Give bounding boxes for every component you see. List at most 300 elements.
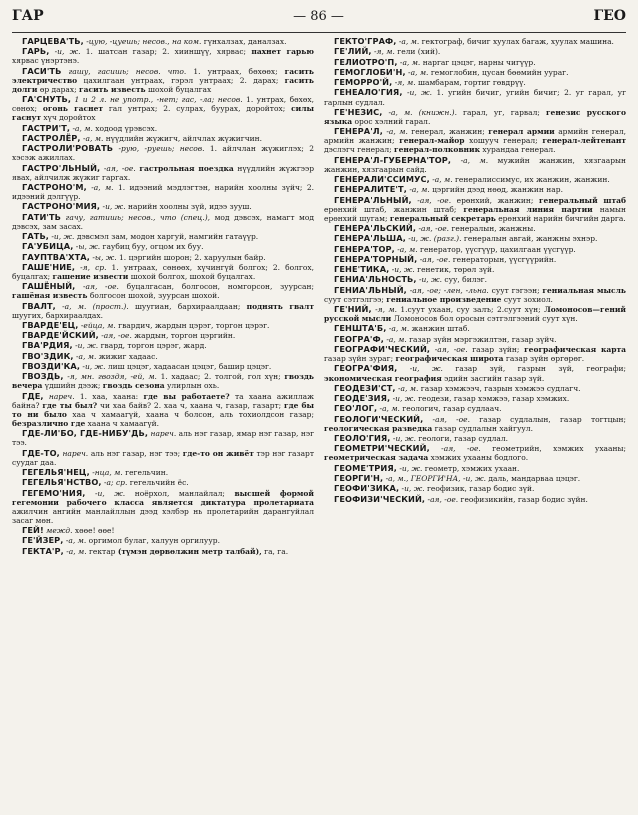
example-phrase: где ты был? <box>42 400 98 410</box>
grammar-note: -а, м. <box>63 536 87 546</box>
dictionary-entry <box>12 202 314 211</box>
headword: ГВАРДЕ'ЙСКИЙ, <box>22 330 99 341</box>
running-head <box>12 8 626 33</box>
guide-word-left: ГАР <box>12 8 44 24</box>
grammar-note: -а, м. <box>397 57 421 67</box>
translation: ерөнхий нарийн бичгийн дарга. <box>495 213 626 223</box>
translation: газар зүйн мэргэжилтэн, газар зүйч. <box>406 334 557 344</box>
example-phrase: Ломоносов—гений русской мысли <box>324 305 626 324</box>
grammar-note: -ая, -ое; -лен, -льна. <box>406 285 489 295</box>
translation: гарал, уг, гарвал; <box>456 107 546 117</box>
translation: ажилчин ангийн манлайллын дээд хэлбэр нь пролетарийн дарангуйлал засаг мөн. <box>12 506 314 525</box>
dictionary-entry <box>12 392 314 428</box>
dictionary-entry <box>12 47 314 65</box>
example-phrase: генезис русского языка <box>324 107 626 126</box>
dictionary-entry <box>324 68 626 77</box>
grammar-note: -ая, -ое. <box>423 414 470 424</box>
translation: хошууч генерал; <box>464 136 543 146</box>
grammar-note: -ы, ж. <box>73 242 101 252</box>
dictionary-entry <box>324 415 626 433</box>
translation: газар зүйн; <box>467 345 525 355</box>
headword: ГЕНЕРА'Л, <box>334 126 383 137</box>
grammar-note: -а, м. <box>396 37 420 46</box>
translation: хаа ч хамаагүй, хаана ч болсон, аль тохиолдсон газар; <box>66 409 314 419</box>
headword: ГАСТРОНО'МИЯ, <box>22 201 101 212</box>
grammar-note: -а, м. <box>405 67 429 77</box>
translation: генералын, жанжны. <box>449 224 536 234</box>
example-phrase: где бы то ни было <box>12 400 314 419</box>
dictionary-entry <box>324 335 626 344</box>
translation: суу, билэг. <box>442 275 487 285</box>
translation: геометрийн, хэмжих ухааны; <box>480 444 626 454</box>
translation: эдийн засгийн газар зүй. <box>441 373 545 383</box>
headword: ГВАЛТ, <box>22 300 56 311</box>
translation: гели (хий). <box>394 47 441 57</box>
grammar-note: -а, м. <box>395 383 419 393</box>
grammar-note: -ая, -ое. <box>75 282 119 292</box>
headword: ГЕКТА'Р, <box>22 545 64 556</box>
example-phrase: геометрическая задача <box>324 453 429 463</box>
grammar-note: -и, ж. <box>416 275 442 285</box>
translation: газар зүйн зураг; <box>324 354 396 364</box>
dictionary-entry <box>324 78 626 87</box>
translation: 1. цэргийн шорон; 2. харуулын байр. <box>116 252 266 262</box>
translation: орос хэлний гарал. <box>352 116 431 126</box>
translation: дэслэгч генерал; <box>324 145 395 155</box>
grammar-note: -а, м. <box>80 133 104 143</box>
dictionary-entry <box>324 234 626 243</box>
translation: шуугих, бархираалдах. <box>12 310 103 320</box>
dictionary-entry <box>12 526 314 535</box>
translation: генералиссимус, их жанжин, жанжин. <box>452 175 610 184</box>
grammar-note: -я, м. <box>371 47 395 57</box>
headword: ГА'УБИЦА, <box>22 241 74 252</box>
translation: генератор, үүсгүүр, цахилгаан үүсгүүр. <box>417 244 576 254</box>
translation: ходоод үрэвсэх. <box>92 123 158 133</box>
dictionary-entry <box>12 263 314 281</box>
grammar-note: -а, м. <box>383 334 407 344</box>
headword: ГАСТРОЛЁР, <box>22 132 81 143</box>
grammar-note: -а, м., ГЕОРГИ'НА, -и, ж. <box>383 473 486 483</box>
dictionary-entry <box>12 164 314 182</box>
grammar-note: -цую, -цуешь; несов., на ком. <box>83 37 202 46</box>
headword: ГЕНЕРА'Л-ГУБЕРНА'ТОР, <box>334 154 452 165</box>
headword: ГЕНЕРАЛИТЕ'Т, <box>334 184 407 195</box>
example-phrase: гвоздь сезона <box>102 381 165 391</box>
grammar-note: нареч. <box>148 429 177 439</box>
translation: жанжин штаб. <box>409 324 470 334</box>
grammar-note: -ая, -ое. <box>430 345 468 355</box>
dictionary-entry <box>12 242 314 251</box>
example-phrase: где-то он живёт <box>182 448 254 458</box>
dictionary-entry <box>324 434 626 443</box>
dictionary-entry <box>12 449 314 467</box>
translation: лиш цэцэг, хадаасан цэцэг, башир цэцэг. <box>105 362 272 372</box>
example-phrase: гашение извести <box>52 271 129 281</box>
translation: 1. хадаас; 2. толгой, гол хүн; <box>156 372 285 382</box>
translation: намын ерөнхий шугам; <box>324 204 626 223</box>
translation: гегельчийн ёс. <box>127 478 189 488</box>
headword: ГЕОГРА'ФИЯ, <box>334 363 398 374</box>
dictionary-entry <box>12 468 314 477</box>
translation: улирлын охь. <box>164 381 220 391</box>
translation: ноёрхол, манлайлал; <box>125 488 235 498</box>
grammar-note: -и, ж. <box>390 434 416 443</box>
headword: ГЕ'ЛИЙ, <box>334 46 372 57</box>
dictionary-entry <box>324 324 626 333</box>
example-phrase: гашёная известь <box>12 291 88 301</box>
example-phrase: генеральная линия партии <box>463 204 593 214</box>
headword: ГЕОМЕ'ТРИЯ, <box>334 462 397 473</box>
translation: хурандаа генерал. <box>480 145 556 155</box>
translation: гектар <box>86 546 118 556</box>
grammar-note: -нца, м. <box>89 468 123 477</box>
example-phrase: (түмэн дөрвөлжин метр талбай), <box>117 546 262 556</box>
dictionary-entry <box>12 253 314 262</box>
headword: ГЕГЕЛЬЯ'НЕЦ, <box>22 467 90 477</box>
grammar-note: -а, м. <box>377 404 400 414</box>
translation: газар зүйн өргөрөг. <box>503 354 585 364</box>
translation: жардын, торгон цэргийн. <box>131 331 236 341</box>
translation: үдшийн дээж; <box>42 381 103 391</box>
grammar-note: -ая, -ое. <box>429 444 481 454</box>
headword: ГЕНШТА'Б, <box>334 323 387 334</box>
example-phrase: генерал-майор <box>399 136 465 146</box>
translation: ерөнхий, жанжин; <box>451 195 539 205</box>
translation: армийн генерал, армийн жанжин; <box>324 127 626 146</box>
headword: ГЕ'НЕЗИС, <box>334 106 383 117</box>
grammar-note: гашу, гасишь; несов. что. <box>61 66 187 76</box>
example-phrase: где вы работаете? <box>143 391 230 401</box>
translation: геологи, газар судлал. <box>415 434 508 443</box>
headword: ГЕО'ЛОГ, <box>334 403 378 414</box>
translation: даль, мандарваа цэцэг. <box>485 473 581 483</box>
dictionary-entry <box>12 213 314 231</box>
grammar-note: -и, ж. <box>390 394 416 404</box>
headword: ГАУПТВА'ХТА, <box>22 251 90 262</box>
example-phrase: географическая широта <box>395 354 504 364</box>
right-column <box>324 37 626 807</box>
dictionary-entry <box>324 464 626 473</box>
dictionary-entry <box>12 134 314 143</box>
translation: шохой буцалгах <box>145 84 212 94</box>
headword: ГЕНЕРА'ТОР, <box>334 243 395 254</box>
translation: нарийн хоолны зүй, идээ зууш. <box>125 202 252 212</box>
example-phrase: гастрольная поездка <box>139 163 234 173</box>
example-phrase: географическая карта <box>524 345 626 355</box>
headword: ГЕМОГЛОБИ'Н, <box>334 66 406 77</box>
dictionary-entry <box>324 474 626 483</box>
translation: 1. унтраах, бөхөөх; <box>186 66 285 76</box>
dictionary-entry <box>324 108 626 126</box>
translation: буцалгасан, болгосон, номгорсон, зуурсан; <box>118 282 314 292</box>
dictionary-entry <box>12 321 314 330</box>
translation: геофизикийн, газар бодис зүйн. <box>458 494 588 504</box>
dictionary-entry <box>324 286 626 304</box>
grammar-note: -ая, -ое. <box>100 163 136 173</box>
translation: 1. унтраах, сөнөөх, хүчингүй болгох; 2. болгох, буцалгах; <box>12 262 314 281</box>
translation: 1. угийн бичиг, угийн бичиг; 2. уг гарал, уг гарлын судлал. <box>324 88 626 107</box>
dictionary-entry <box>324 58 626 67</box>
example-phrase: безразлично где <box>12 418 86 428</box>
headword: ГВО'ЗДИК, <box>22 350 74 361</box>
headword: ГЕ'ЙЗЕР, <box>22 535 64 546</box>
translation: болгосон шохой, зуурсан шохой. <box>87 291 220 301</box>
dictionary-entry <box>324 345 626 363</box>
translation: суут зохиол. <box>501 294 553 304</box>
translation: 1. айлчлан жүжиглэх; 2 хэсэж ажиллах. <box>12 144 314 163</box>
headword: ГЕОФИЗИ'ЧЕСКИЙ, <box>334 493 426 504</box>
translation: ерөнхий штаб, жанжин штаб; <box>324 204 464 214</box>
dictionary-entry <box>324 265 626 274</box>
dictionary-entry <box>12 478 314 487</box>
dictionary-entry <box>324 245 626 254</box>
headword: ГЕНИА'ЛЬНОСТЬ, <box>334 274 417 285</box>
translation: генералын авгай, жанжны эхнэр. <box>461 234 598 244</box>
grammar-note: -ейца, м. <box>78 320 116 330</box>
dictionary-entry <box>324 37 626 46</box>
translation: генетик, төрөл зүй. <box>414 265 495 275</box>
translation: га, га. <box>261 546 289 556</box>
translation: гүнхалзах, даналзах. <box>201 37 287 46</box>
headword: ГАСТРОНО'М, <box>22 181 87 192</box>
translation: мод дэвсэх, намагт мод дэвсэх, зам засах. <box>12 212 314 231</box>
dictionary-entry <box>12 37 314 46</box>
translation: шуугиан, бархираалдаан; <box>128 301 247 311</box>
headword: ГЕНЕРА'ТОРНЫЙ, <box>334 253 418 264</box>
translation: цэргийн дээд нөөд, жанжин нар. <box>429 185 563 195</box>
dictionary-entry <box>324 364 626 382</box>
grammar-note: межд. <box>43 526 73 536</box>
grammar-note: -а, м. <box>451 155 489 165</box>
dictionary-entry <box>324 305 626 323</box>
headword: ГЕМОРРО'Й, <box>334 77 393 88</box>
translation: цахилгаан унтраах, гэрэл унтраах; 2. дарах; <box>77 75 285 85</box>
translation: оргимол булаг, халуун оргилуур. <box>86 536 220 546</box>
example-phrase: генеральный секретарь <box>389 213 496 223</box>
grammar-note: -я, ср. <box>75 262 107 272</box>
grammar-note: -и, ж. <box>399 484 425 494</box>
page-number: — 86 — <box>293 9 344 24</box>
grammar-note: гачу, гатишь; несов., что (спец.), <box>61 212 211 222</box>
translation: хүч доройтох <box>40 113 96 123</box>
grammar-note: -и, ж. <box>402 88 433 98</box>
translation: 1. хаа, хаана: <box>74 391 144 401</box>
headword: ГЕОЛО'ГИЯ, <box>334 433 391 443</box>
dictionary-entry <box>12 232 314 241</box>
translation: геодези, газар хэмжээ, газар хэмжих. <box>415 394 570 404</box>
dictionary-entry <box>324 275 626 284</box>
headword: ГАСТРОЛИ'РОВАТЬ <box>22 143 114 154</box>
example-phrase: силы гаснут <box>12 104 314 123</box>
grammar-note: -а, м. <box>406 185 430 195</box>
grammar-note: -ая, -ое. <box>416 224 450 234</box>
headword: ГЕОДЕЗИ'СТ, <box>334 382 396 393</box>
grammar-note: -и, ж. <box>396 463 423 473</box>
headword: ГДЕ-ТО, <box>22 447 60 458</box>
dictionary-entry <box>324 224 626 233</box>
dictionary-entry <box>12 124 314 133</box>
grammar-note: -и, ж. <box>397 364 443 374</box>
dictionary-entry <box>324 404 626 413</box>
headword: ГВОЗДЬ, <box>22 371 64 382</box>
headword: ГАСТРИ'Т, <box>22 122 71 133</box>
translation: гемоглобин, цусан бөөмийн уураг. <box>428 67 569 77</box>
grammar-note: -и, ж. <box>85 488 126 498</box>
grammar-note: -а, м. <box>429 175 453 184</box>
headword: ГЕГЕМО'НИЯ, <box>22 487 86 498</box>
translation: газар судлалын, газар тогтцын; <box>470 414 626 424</box>
headword: ГАШЁНЫЙ, <box>22 281 76 292</box>
grammar-note: -а, м. <box>382 127 408 137</box>
dictionary-entry <box>324 444 626 462</box>
headword: ГАСТРО'ЛЬНЫЙ, <box>22 162 101 173</box>
dictionary-entry <box>12 331 314 340</box>
example-phrase: пахнет гарью <box>251 47 314 57</box>
translation: та хаана ажиллаж байна? <box>12 391 314 410</box>
grammar-note: -а, м. <box>70 123 93 133</box>
grammar-note: -я, м. <box>371 305 397 315</box>
headword: ГАШЕ'НИЕ, <box>22 261 76 272</box>
dictionary-entry <box>12 362 314 371</box>
grammar-note: -и, ж. <box>389 265 415 275</box>
grammar-note: 1 и 2 л. не употр., -нет; гас, -ла; несов. <box>71 95 243 105</box>
translation: наргаг цэцэг, нарны чигүүр. <box>420 57 536 67</box>
translation: Ломоносов бол оросын сэтгэлгээний суут хүн. <box>391 314 578 324</box>
dictionary-entry <box>324 384 626 393</box>
translation: гектограф, бичиг хуулах багаж, хуулах машина. <box>419 37 614 46</box>
dictionary-entry <box>12 183 314 201</box>
translation: шамбарам, гортиг гөвдрүү. <box>415 78 526 88</box>
headword: ГЕОГРА'Ф, <box>334 333 384 344</box>
headword: ГАСИ'ТЬ <box>22 65 62 76</box>
dictionary-entry <box>324 88 626 106</box>
translation: суут гэгээн; <box>488 285 543 295</box>
example-phrase: высшей формой гегемонии рабочего класса является диктатура пролетариата <box>12 488 314 507</box>
headword: ГЕНЕРА'ЛЬСКИЙ, <box>334 223 417 234</box>
dictionary-entry <box>12 536 314 545</box>
example-phrase: экономическая география <box>324 373 442 383</box>
columns <box>12 37 626 807</box>
translation: гегельчин. <box>122 468 169 477</box>
example-phrase: огонь гаснет <box>42 104 103 114</box>
grammar-note: -а, м. <box>86 182 114 192</box>
translation: нүүдлийн жүжигч, айлчлах жүжигчин. <box>103 133 263 143</box>
example-phrase: гасить электричество <box>12 66 314 85</box>
dictionary-entry <box>324 156 626 174</box>
dictionary-entry <box>12 95 314 122</box>
translation: дэвсмэл зам, модон харгуй, намгийн гатаүүр. <box>74 231 259 241</box>
grammar-note: -и, ж. <box>49 47 81 57</box>
grammar-note: -я, мн. гвоздя, -ей, м. <box>63 372 157 382</box>
grammar-note: -а, м. <box>394 244 418 254</box>
example-phrase: гениальное произведение <box>386 294 502 304</box>
dictionary-entry <box>324 255 626 264</box>
example-phrase: поднять гвалт <box>246 301 314 311</box>
dictionary-entry <box>12 144 314 162</box>
translation: тэр нэг газарт суудаг даа. <box>12 448 314 467</box>
grammar-note: -рую, -руешь; несов. <box>113 144 205 154</box>
headword: ГЕОФИ'ЗИКА, <box>334 483 400 494</box>
grammar-note: -а, м. (книжн.). <box>382 107 457 117</box>
dictionary-entry <box>324 175 626 184</box>
example-phrase: генерал-полковник <box>394 145 481 155</box>
translation: 1. шатсан газар; 2. хииншүү, хярвас; <box>80 47 252 57</box>
translation: мужийн жанжин, хязгаарын жанжин, хязгаарын сайд. <box>324 155 626 174</box>
dictionary-entry <box>324 127 626 154</box>
example-phrase: гениальная мысль <box>542 285 626 295</box>
grammar-note: -ая, -ое. <box>411 195 452 205</box>
headword: ГЕКТО'ГРАФ, <box>334 37 397 46</box>
example-phrase: гвоздь вечера <box>12 372 314 391</box>
translation: гал унтрах; 2. сулрах, буурах, доройтох; <box>103 104 292 114</box>
translation: геофизик, газар бодис зүй. <box>424 484 535 494</box>
headword: ГЕ'НИЙ, <box>334 304 372 315</box>
grammar-note: -а, м. <box>63 546 87 556</box>
grammar-note: -а, м. <box>73 351 97 361</box>
headword: ГАТИ'ТЬ <box>22 211 62 222</box>
translation: нүүдлийн жүжгээр явах, айлчилж жүжиг гаргах. <box>12 163 314 182</box>
translation: хярвас үнэртэнэ. <box>12 56 80 66</box>
grammar-note: -я, м. <box>392 78 416 88</box>
translation: чи хаа байв? 2. хаа ч, хаана ч, газар, газарт; <box>97 400 285 410</box>
grammar-note: -ая, -ое. <box>98 331 132 341</box>
grammar-note: -и, ж. <box>49 231 75 241</box>
headword: ГЕЛИОТРО'П, <box>334 56 398 67</box>
translation: өр дарах; <box>37 84 80 94</box>
left-column <box>12 37 314 807</box>
translation: генераторын, үүсгүүрийн. <box>450 254 557 264</box>
headword: ГДЕ-ЛИ'БО, ГДЕ-НИБУ'ДЬ, <box>22 428 149 439</box>
headword: ГЕНИА'ЛЬНЫЙ, <box>334 284 407 295</box>
translation: газар судлалын хайгуул. <box>432 423 533 433</box>
dictionary-entry <box>324 47 626 56</box>
dictionary-entry <box>324 185 626 194</box>
translation: жижиг хадаас. <box>96 351 158 361</box>
translation: хаана ч хамаагүй. <box>85 418 160 428</box>
grammar-note: -а, м. (прост.). <box>55 301 129 311</box>
headword: ГДЕ, <box>22 390 44 401</box>
guide-word-right: ГЕО <box>593 8 626 24</box>
translation: гаубиц буу, огцом их буу. <box>100 242 204 252</box>
headword: ГЕНЕАЛО'ГИЯ, <box>334 87 403 98</box>
translation: генерал, жанжин; <box>407 127 489 137</box>
dictionary-entry <box>12 282 314 300</box>
example-phrase: генерал-лейтенант <box>542 136 626 146</box>
headword: ГЕОМЕТРИ'ЧЕСКИЙ, <box>334 443 430 454</box>
headword: ГЕГЕЛЬЯ'НСТВО, <box>22 477 102 488</box>
translation: 1. идээний мэдлэгтэн, нарийн хоолны зүйч; 2. идээний дэлгүүр. <box>12 182 314 201</box>
translation: шохой болгох, шохой буцалгах. <box>128 271 256 281</box>
dictionary-entry <box>324 495 626 504</box>
headword: ГЕОЛОГИ'ЧЕСКИЙ, <box>334 413 424 424</box>
translation: геологич, газар судлаач. <box>399 404 502 414</box>
translation: газар зүй, газрын зүй, географи; <box>442 364 626 374</box>
grammar-note: -и, ж. <box>80 362 106 372</box>
headword: ГЕОРГИ'Н, <box>334 472 384 483</box>
dictionary-entry <box>12 547 314 556</box>
translation: гвардич, жардын цэрэг, торгон цэрэг. <box>115 320 270 330</box>
translation: хэмжих ухааны бодлого. <box>428 453 529 463</box>
headword: ГАРЬ, <box>22 46 50 57</box>
example-phrase: генеральный штаб <box>538 195 626 205</box>
dictionary-entry <box>12 302 314 320</box>
dictionary-entry <box>324 196 626 223</box>
grammar-note: -и, ж. <box>72 341 99 351</box>
headword: ГА'СНУТЬ, <box>22 94 72 105</box>
grammar-note: -а, м. <box>386 324 410 334</box>
translation: газар хэмжээч, газрын хэмжээ судлагч. <box>418 383 581 393</box>
